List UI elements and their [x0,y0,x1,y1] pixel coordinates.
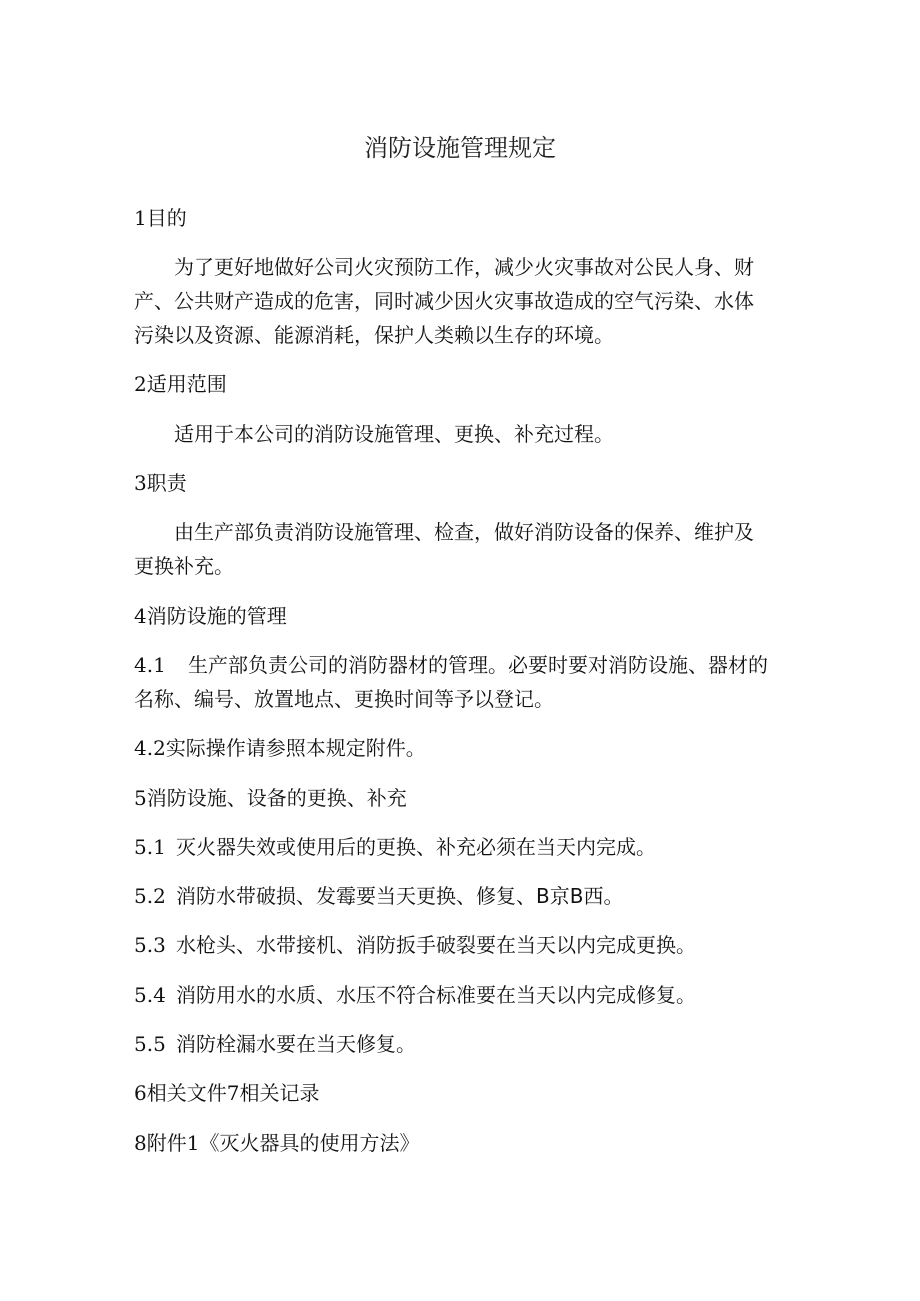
paragraph-line: 更换补充。 [134,554,234,578]
clause-text: 消防用水的水质、水压不符合标准要在当天以内完成修复。 [176,983,696,1007]
paragraph-line: 由生产部负责消防设施管理、检查，做好消防设备的保养、维护及 [174,520,754,544]
section-title: 相关记录 [239,1081,320,1105]
section-3-heading [134,468,187,498]
section-title: 消防设施、设备的更换、补充 [146,786,407,810]
clause-number: 5.5 [134,1032,166,1056]
attachment-number: 1 [186,1131,200,1155]
section-number: 1 [134,206,147,230]
page-title: 消防设施管理规定 [364,134,556,162]
clause-number: 4.1 [134,653,166,677]
clause-text: 生产部负责公司的消防器材的管理。必要时要对消防设施、器材的 [188,653,768,677]
section-title: 目的 [146,206,187,230]
section-5-heading [134,783,407,813]
paragraph-line: 污染以及资源、能源消耗，保护人类赖以生存的环境。 [134,323,614,347]
clause-number: 4.2 [134,736,166,760]
section-number: 5 [134,786,147,810]
section-2-heading [134,369,227,399]
section-number: 6 [134,1081,147,1105]
paragraph-line: 产、公共财产造成的危害，同时减少因火灾事故造成的空气污染、水体 [134,289,754,313]
clause-5-5 [134,1029,416,1059]
clause-5-3 [134,930,696,960]
paragraph-line: 名称、编号、放置地点、更换时间等予以登记。 [134,687,554,711]
section-number: 3 [134,471,147,495]
paragraph-line: 为了更好地做好公司火灾预防工作，减少火灾事故对公民人身、财 [174,255,754,279]
clause-5-1 [134,832,656,862]
paragraph-line: 适用于本公司的消防设施管理、更换、补充过程。 [174,422,614,446]
section-4-heading [134,601,287,631]
section-title: 消防设施的管理 [146,604,287,628]
clause-5-4 [134,980,696,1010]
clause-text: 灭火器失效或使用后的更换、补充必须在当天内完成。 [176,835,656,859]
clause-text: 消防栓漏水要在当天修复。 [176,1032,416,1056]
clause-text: 消防水带破损、发霉要当天更换、修复、B京B西。 [176,884,624,908]
section-title: 附件 [146,1131,187,1155]
section-number: 7 [226,1081,240,1105]
section-6-7-heading [134,1078,319,1108]
section-title: 相关文件 [146,1081,227,1105]
clause-number: 5.2 [134,884,166,908]
section-number: 2 [134,372,147,396]
clause-5-2 [134,881,623,911]
clause-4-2 [134,733,426,763]
clause-text: 实际操作请参照本规定附件。 [165,736,426,760]
section-number: 8 [134,1131,147,1155]
section-8-heading [134,1128,419,1158]
section-1-heading [134,203,187,233]
clause-4-1 [134,650,768,680]
clause-number: 5.4 [134,983,166,1007]
section-title: 职责 [146,471,187,495]
attachment-title: 《灭火器具的使用方法》 [199,1131,420,1155]
clause-number: 5.1 [134,835,166,859]
clause-number: 5.3 [134,933,166,957]
clause-text: 水枪头、水带接机、消防扳手破裂要在当天以内完成更换。 [176,933,696,957]
section-number: 4 [134,604,147,628]
section-title: 适用范围 [146,372,227,396]
